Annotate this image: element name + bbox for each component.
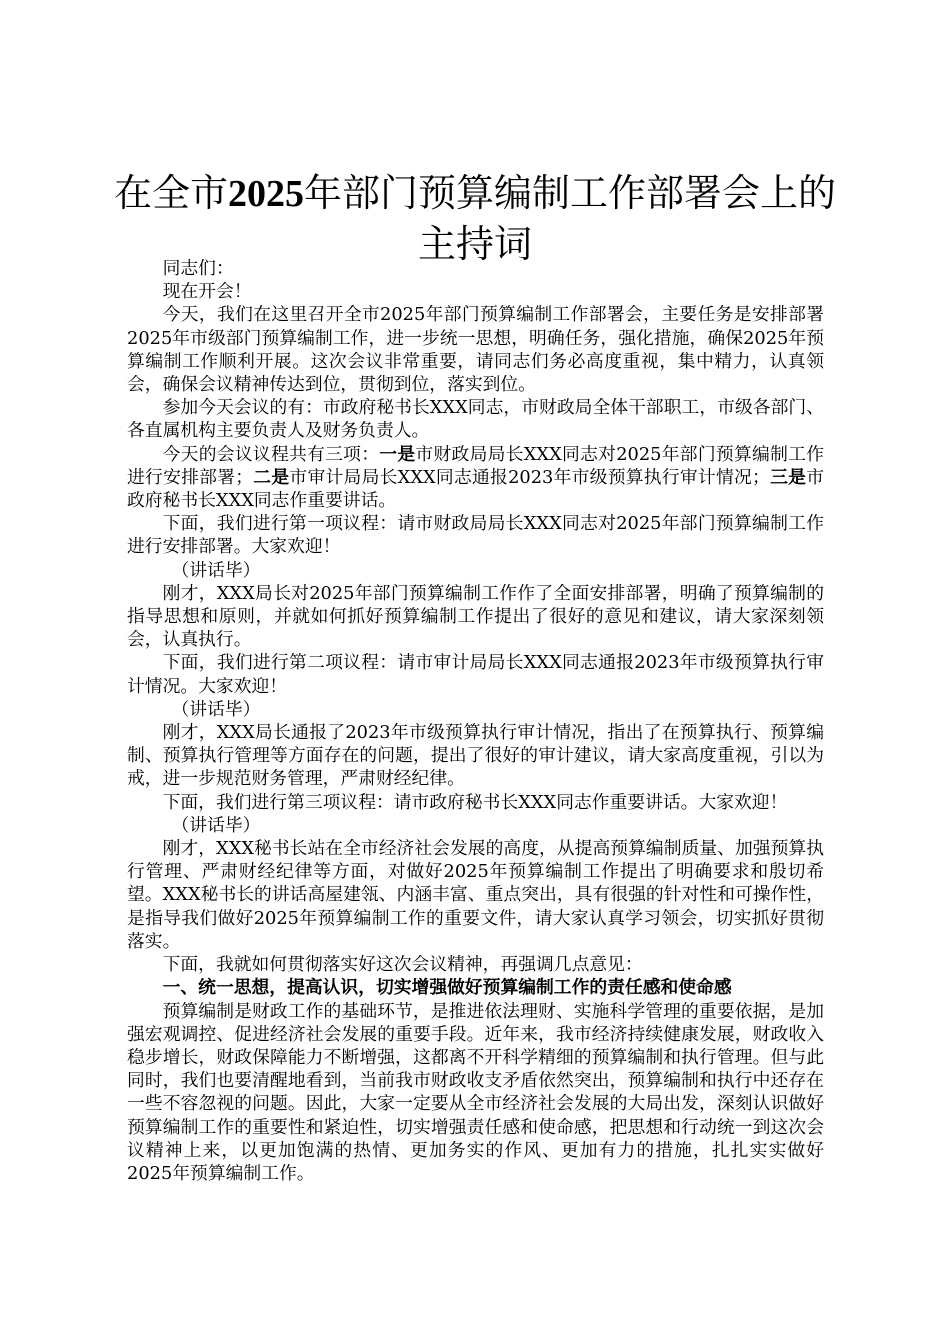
paragraph-attendees: 参加今天会议的有：市政府秘书长XXX同志，市财政局全体干部职工，市级各部门、各直属机构主要负责人及财务负责人。 — [127, 397, 824, 442]
paragraph-summary1: 刚才，XXX局长对2025年部门预算编制工作作了全面安排部署，明确了预算编制的指导思想和原则，并就如何抓好预算编制工作提出了很好的意见和建议，请大家深刻领会，认真执行。 — [127, 582, 824, 651]
agenda-item1-text: 市财政局局长XXX同志对2025年部门预算编制工作进行安排部署； — [127, 443, 824, 488]
paragraph-summary2: 刚才，XXX局长通报了2023年市级预算执行审计情况，指出了在预算执行、预算编制、预算执行管理等方面存在的问题，提出了很好的审计建议，请大家高度重视，引以为戒，进一步规范财务管理，严肃财经纪律。 — [127, 722, 824, 790]
salutation: 同志们： — [162, 258, 234, 279]
agenda-item2-marker: 二是 — [253, 466, 290, 488]
paragraph-transition: 下面，我就如何贯彻落实好这次会议精神，再强调几点意见： — [162, 954, 643, 976]
agenda-item2-text: 市审计局局长XXX同志通报2023年市级预算执行审计情况； — [289, 466, 770, 488]
paragraph-purpose: 今天，我们在这里召开全市2025年部门预算编制工作部署会，主要任务是安排部署2025年市级部门预算编制工作，进一步统一思想，明确任务，强化措施，确保2025年预算编制工作顺利开展。这次会议非常重要，请同志们务必高度重视，集中精力，认真领会，确保会议精神传达到位，贯彻到位，落实到位。 — [127, 304, 824, 396]
document-title — [0, 168, 950, 269]
opening: 现在开会！ — [162, 281, 252, 303]
agenda-item1-marker: 一是 — [379, 443, 416, 465]
paragraph-agenda — [127, 443, 824, 513]
title-line1-post: 年部门预算编制工作部署会上的 — [304, 171, 837, 215]
title-line2: 主持词 — [417, 222, 532, 266]
paragraph-item1: 下面，我们进行第一项议程：请市财政局局长XXX同志对2025年部门预算编制工作进行安排部署。大家欢迎！ — [127, 513, 824, 558]
document-body — [127, 257, 824, 1185]
section-heading-1: 一、统一思想，提高认识，切实增强做好预算编制工作的责任感和使命感 — [162, 977, 732, 999]
paragraph-item3: 下面，我们进行第三项议程：请市政府秘书长XXX同志作重要讲话。大家欢迎！ — [162, 791, 788, 813]
agenda-item3-text: 市政府秘书长XXX同志作重要讲话。 — [127, 466, 824, 512]
speech-end-1: （讲话毕） — [171, 559, 261, 581]
paragraph-summary3: 刚才，XXX秘书长站在全市经济社会发展的高度，从提高预算编制质量、加强预算执行管理、严肃财经纪律等方面，对做好2025年预算编制工作提出了明确要求和殷切希望。XXX秘书长的讲话高屋建瓴、内涵丰富、重点突出，具有很强的针对性和可操作性，是指导我们做好2025年预算编制工作的重要文件，请大家认真学习领会，切实抓好贯彻落实。 — [127, 838, 824, 952]
agenda-item3-marker: 三是 — [769, 466, 807, 488]
speech-end-2: （讲话毕） — [171, 698, 261, 720]
paragraph-item2: 下面，我们进行第二项议程：请市审计局局长XXX同志通报2023年市级预算执行审计情况。大家欢迎！ — [127, 652, 824, 697]
title-year: 2025 — [228, 173, 304, 215]
title-line1-pre: 在全市 — [113, 171, 228, 215]
speech-end-3: （讲话毕） — [171, 814, 261, 836]
agenda-intro: 今天的会议议程共有三项： — [162, 443, 380, 465]
paragraph-section1: 预算编制是财政工作的基础环节，是推进依法理财、实施科学管理的重要依据，是加强宏观调控、促进经济社会发展的重要手段。近年来，我市经济持续健康发展，财政收入稳步增长，财政保障能力不断增强，这都离不开科学精细的预算编制和执行管理。但与此同时，我们也要清醒地看到，当前我市财政收支矛盾依然突出，预算编制和执行中还存在一些不容忽视的问题。因此，大家一定要从全市经济社会发展的大局出发，深刻认识做好预算编制工作的重要性和紧迫性，切实增强责任感和使命感，把思想和行动统一到这次会议精神上来，以更加饱满的热情、更加务实的作风、更加有力的措施，扎扎实实做好2025年预算编制工作。 — [127, 1000, 824, 1184]
